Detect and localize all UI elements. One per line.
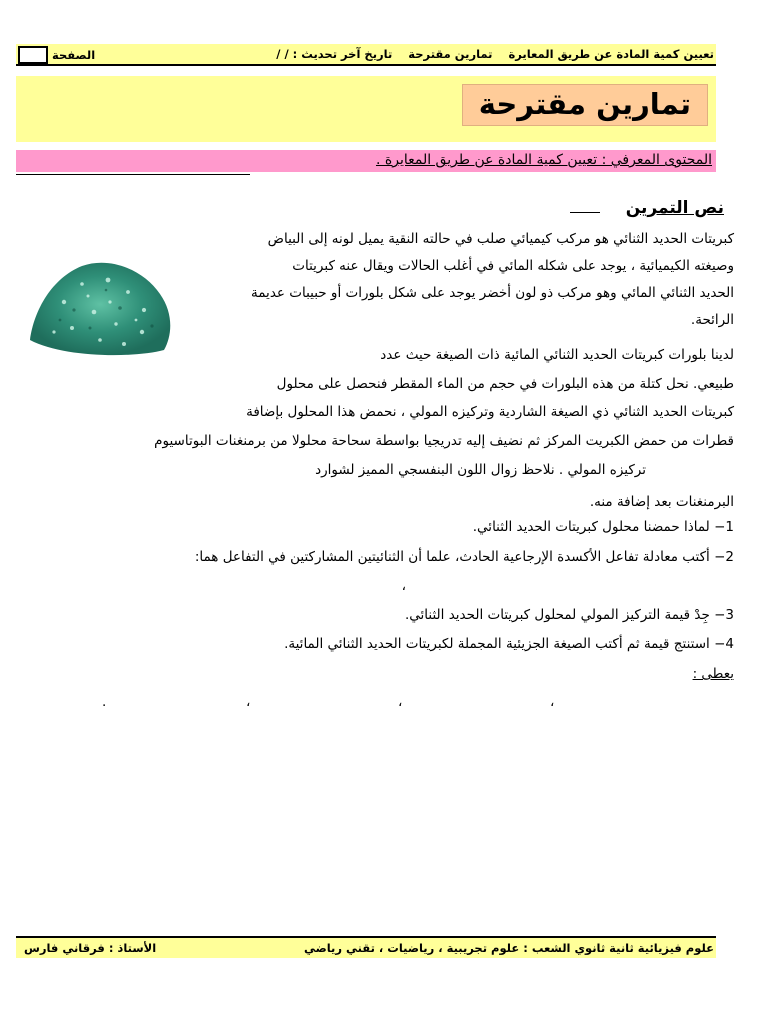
paragraph2-line-5: تركيزه المولي . نلاحظ زوال اللون البنفسجي المميز لشوارد	[315, 462, 646, 478]
question-2: 2− أكتب معادلة تفاعل الأكسدة الإرجاعية الحادث، علما أن الثنائيتين المشاركتين في التفاعل هما:	[194, 549, 734, 565]
content-band	[16, 150, 716, 172]
page-number	[18, 46, 95, 64]
header-info	[264, 47, 714, 61]
given-label: يعطى :	[692, 666, 734, 682]
knowledge-content: المحتوى المعرفي : تعيين كمية المادة عن طريق المعايرة .	[375, 152, 712, 168]
footer-teacher: الأستاذ : فرقاني فارس	[24, 941, 157, 955]
content-underline	[16, 174, 250, 175]
exercise-heading: نص التمرين	[625, 198, 724, 218]
given-separator-1: ،	[550, 694, 555, 710]
question-1: 1− لماذا حمضنا محلول كبريتات الحديد الثنائي.	[472, 519, 734, 535]
page-footer	[16, 936, 716, 958]
question-3: 3− جِدْ قيمة التركيز المولي لمحلول كبريتات الحديد الثنائي.	[404, 607, 734, 623]
page-number-box	[18, 46, 48, 64]
paragraph2-line-6: البرمنغنات بعد إضافة منه.	[589, 494, 734, 510]
header-last-update: تاريخ آخر تحديث : / /	[276, 47, 393, 61]
paragraph1-line-4: الرائحة.	[690, 312, 734, 328]
given-terminator: .	[102, 694, 107, 710]
paragraph2-line-4: قطرات من حمض الكبريت المركز ثم نضيف إليه تدريجيا بواسطة سحاحة محلولا من برمنغنات البوتاسيوم	[154, 433, 734, 449]
footer-subject-line: علوم فيزيائية ثانية ثانوي الشعب : علوم تجريبية ، رياضيات ، تقني رياضي	[303, 941, 714, 955]
page-label: الصفحة	[52, 48, 96, 62]
paragraph1-line-3: الحديد الثنائي المائي وهو مركب ذو لون أخضر يوجد على شكل بلورات أو حبيبات عديمة	[251, 285, 734, 301]
paragraph2-line-3: كبريتات الحديد الثنائي ذي الصيغة الشاردية وتركيزه المولي ، نحمض هذا المحلول بإضافة	[246, 404, 734, 420]
page-title: تمارين مقترحة	[462, 84, 708, 126]
question-4: 4− استنتج قيمة ثم أكتب الصيغة الجزيئية المجملة لكبريتات الحديد الثنائي المائية.	[284, 636, 734, 652]
crystal-image	[24, 232, 176, 368]
exercise-heading-line	[570, 212, 600, 213]
header-section: تمارين مقترحة	[408, 47, 493, 61]
paragraph1-line-2: وصيغته الكيميائية ، يوجد على شكله المائي في أغلب الحالات ويقال عنه كبريتات	[292, 258, 734, 274]
page-header	[16, 44, 716, 66]
question-2-couples: ،	[401, 578, 406, 594]
paragraph1-line-1: كبريتات الحديد الثنائي هو مركب كيميائي صلب في حالته النقية يميل لونه إلى البياض	[267, 231, 734, 247]
given-separator-2: ،	[398, 694, 403, 710]
paragraph2-line-1: لدينا بلورات كبريتات الحديد الثنائي المائية ذات الصيغة حيث عدد	[380, 347, 734, 363]
paragraph2-line-2: طبيعي. نحل كتلة من هذه البلورات في حجم من الماء المقطر فنحصل على محلول	[276, 376, 734, 392]
title-band	[16, 76, 716, 142]
given-separator-3: ،	[246, 694, 251, 710]
header-subject: تعيين كمية المادة عن طريق المعايرة	[508, 47, 714, 61]
